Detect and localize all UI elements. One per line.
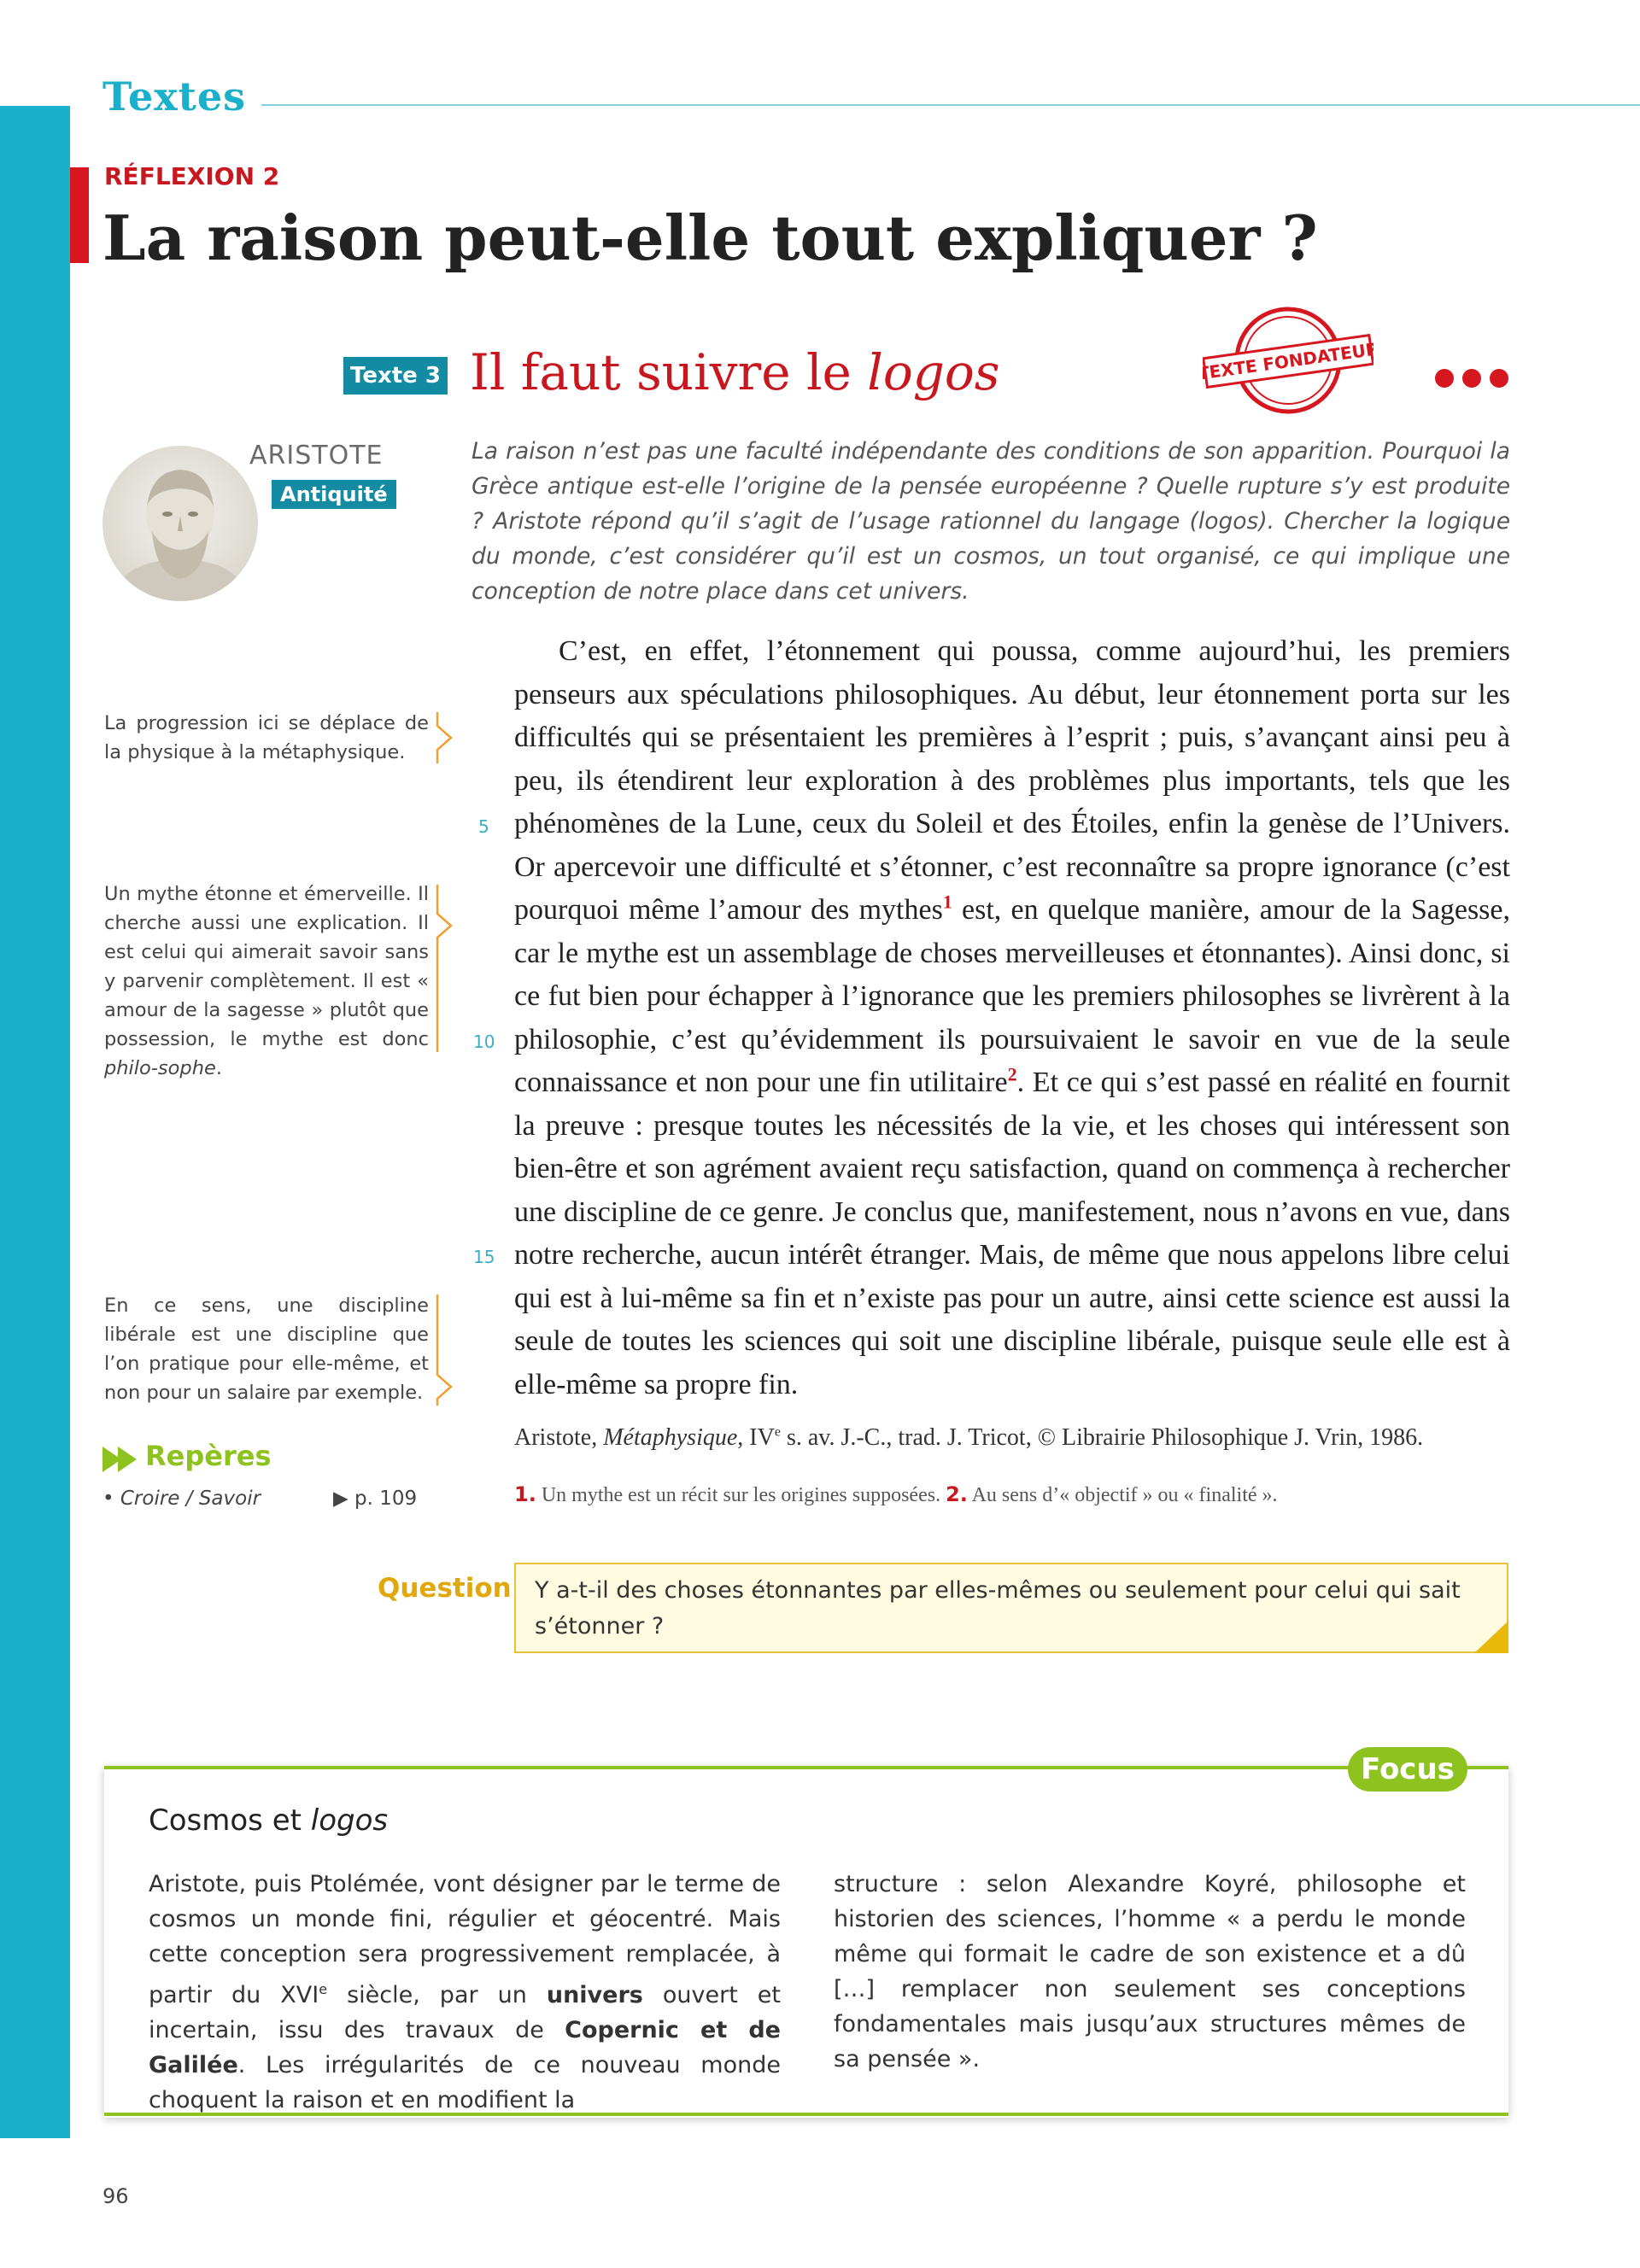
focus-top-rule <box>104 1766 1508 1769</box>
focus-col1-c: ouvert et incertain, issu des travaux de <box>149 1982 782 2043</box>
page-number: 96 <box>102 2184 129 2208</box>
texte-badge: Texte 3 <box>343 357 448 395</box>
margin-note-2-text: Un mythe étonne et émerveille. Il cherche aussi une explication. Il est celui qui aimerait savoir sans y parvenir complètement. Il est « amour de la sagesse » plutôt que possession, le mythe est donc <box>104 883 429 1050</box>
margin-note-2 <box>104 880 429 1083</box>
page-title: La raison peut-elle tout expliquer ? <box>102 202 1318 274</box>
text-title-plain: Il faut suivre le <box>470 343 868 401</box>
focus-heading-plain: Cosmos et <box>149 1803 311 1838</box>
section-rule <box>261 104 1640 106</box>
note-bracket <box>434 1293 453 1411</box>
line-number: 5 <box>478 816 489 837</box>
reflexion-label: RÉFLEXION 2 <box>104 162 280 190</box>
section-label: Textes <box>102 73 247 120</box>
stamp-label: TEXTE FONDATEUR <box>1203 338 1374 384</box>
focus-heading-italic: logos <box>310 1803 389 1838</box>
citation-rest: s. av. J.-C., trad. J. Tricot, © Librairie Philosophique J. Vrin, 1986. <box>780 1424 1424 1451</box>
sidebar-color-band <box>0 106 70 2138</box>
footnote-text-1: Un mythe est un récit sur les origines supposées. <box>536 1484 946 1506</box>
main-text-part-2: est, en quelque manière, amour de la Sagesse, car le mythe est un assemblage de choses merveilleuses et étonnantes). Ainsi donc, si ce fut bien pour échapper à l’ignorance que les premiers philosophes se livrèrent à la philosophie, c’est qu’évidemment ils poursuivaient le savoir en vue de la seule connaissance et non pour une fin utilitaire <box>514 894 1511 1098</box>
citation-century: , IV <box>737 1424 775 1451</box>
focus-col1-sup: e <box>319 1981 328 1997</box>
citation-author: Aristote, <box>514 1424 604 1451</box>
focus-heading <box>149 1803 388 1838</box>
reperes-arrow-icon <box>102 1447 140 1476</box>
margin-note-2-italic: philo-sophe <box>104 1057 216 1079</box>
footnote-text-2: Au sens d’« objectif » ou « finalité ». <box>967 1484 1278 1506</box>
question-corner-fold <box>1474 1621 1508 1653</box>
line-number: 15 <box>473 1247 495 1267</box>
texte-fondateur-stamp <box>1203 302 1374 418</box>
text-introduction: La raison n’est pas une faculté indépendante des conditions de son apparition. Pourquoi la Grèce antique est-elle l’origine de la pensée européenne ? Quelle rupture s’y est produite ? Aristote répond qu’il s’agit de l’usage rationnel du langage (logos). Chercher la logique du monde, c’est considérer qu’il est un cosmos, un tout organisé, ce qui implique une conception de notre place dans cet univers. <box>472 438 1510 605</box>
footnote-number-2: 2. <box>946 1482 968 1506</box>
text-title <box>470 343 1000 401</box>
aristotle-portrait <box>102 446 258 601</box>
citation-work: Métaphysique <box>603 1424 738 1451</box>
line-number: 10 <box>473 1032 495 1052</box>
difficulty-dots <box>1435 369 1517 391</box>
focus-col1-bold-copernic: Copernic et de Galilée <box>149 2017 781 2078</box>
question-text: Y a-t-il des choses étonnantes par elles-mêmes ou seulement pour celui qui sait s’étonner ? <box>535 1577 1461 1640</box>
focus-col1-bold-univers: univers <box>546 1982 643 2008</box>
period-badge: Antiquité <box>272 480 396 509</box>
focus-col1-b: siècle, par un <box>327 1982 547 2008</box>
footnote-ref-1[interactable]: 1 <box>942 891 952 913</box>
main-text <box>514 630 1510 1406</box>
footnote-number-1: 1. <box>514 1482 536 1506</box>
main-text-part-3: . Et ce qui s’est passé en réalité en fournit la preuve : presque toutes les nécessités de la vie, et les choses qui intéressent son bien-être et son agrément avaient reçu satisfaction, quand on commença à rechercher une discipline de ce genre. Je conclus que, manifestement, nous n’avons en vue, dans notre recherche, aucun intérêt étranger. Mais, de même que nous appelons libre celui qui est à lui-même sa fin et n’existe pas pour un autre, ainsi cette science est aussi la seule de toutes les sciences qui soit une discipline libérale, puisque seule elle est à elle-même sa propre fin. <box>514 1067 1510 1400</box>
footnotes <box>514 1482 1278 1507</box>
focus-col1-d: . Les irrégularités de ce nouveau monde choquent la raison et en modifient la <box>149 2052 781 2113</box>
reperes-page-link[interactable]: ▶ p. 109 <box>333 1488 418 1510</box>
margin-note-3: En ce sens, une discipline libérale est une discipline que l’on pratique pour elle-même, et non pour un salaire par exemple. <box>104 1295 429 1404</box>
focus-column-1 <box>149 1867 781 2118</box>
title-marker <box>70 167 89 263</box>
reperes-item[interactable]: • Croire / Savoir <box>102 1488 261 1510</box>
focus-col1-a: Aristote, puis Ptolémée, vont désigner par le terme de cosmos un monde fini, régulier et géocentré. Mais cette conception sera progressivement remplacée, à partir du XVI <box>149 1871 781 2008</box>
main-text-part-1: C’est, en effet, l’étonnement qui poussa, comme aujourd’hui, les premiers penseurs aux spéculations philosophiques. Au début, leur étonnement porta sur les difficultés qui se présentaient les premières à l’esprit ; puis, s’avançant ainsi peu à peu, ils étendirent leur exploration à des problèmes plus importants, tels que les phénomènes de la Lune, ceux du Soleil et des Étoiles, enfin la genèse de l’Univers. Or apercevoir une difficulté et s’étonner, c’est reconnaître sa propre ignorance (c’est pourquoi même l’amour des mythes <box>514 635 1510 926</box>
citation <box>514 1424 1423 1452</box>
text-title-italic: logos <box>867 343 1000 401</box>
question-label: Question <box>378 1573 512 1604</box>
citation-century-sup: e <box>774 1424 781 1440</box>
footnote-ref-2[interactable]: 2 <box>1007 1063 1017 1085</box>
note-bracket <box>434 883 453 1057</box>
margin-note-1: La progression ici se déplace de la physique à la métaphysique. <box>104 712 429 763</box>
focus-badge: Focus <box>1348 1747 1467 1792</box>
reperes-title: Repères <box>145 1440 272 1472</box>
focus-column-2: structure : selon Alexandre Koyré, philosophe et historien des sciences, l’homme « a perdu le monde même qui formait le cadre de son existence et a dû […] remplacer non seulement ses conceptions fondamentales mais jusqu’aux structures mêmes de sa pensée ». <box>834 1871 1466 2072</box>
note-bracket <box>434 710 453 769</box>
margin-note-2-end: . <box>215 1057 222 1079</box>
author-name: ARISTOTE <box>249 441 384 471</box>
